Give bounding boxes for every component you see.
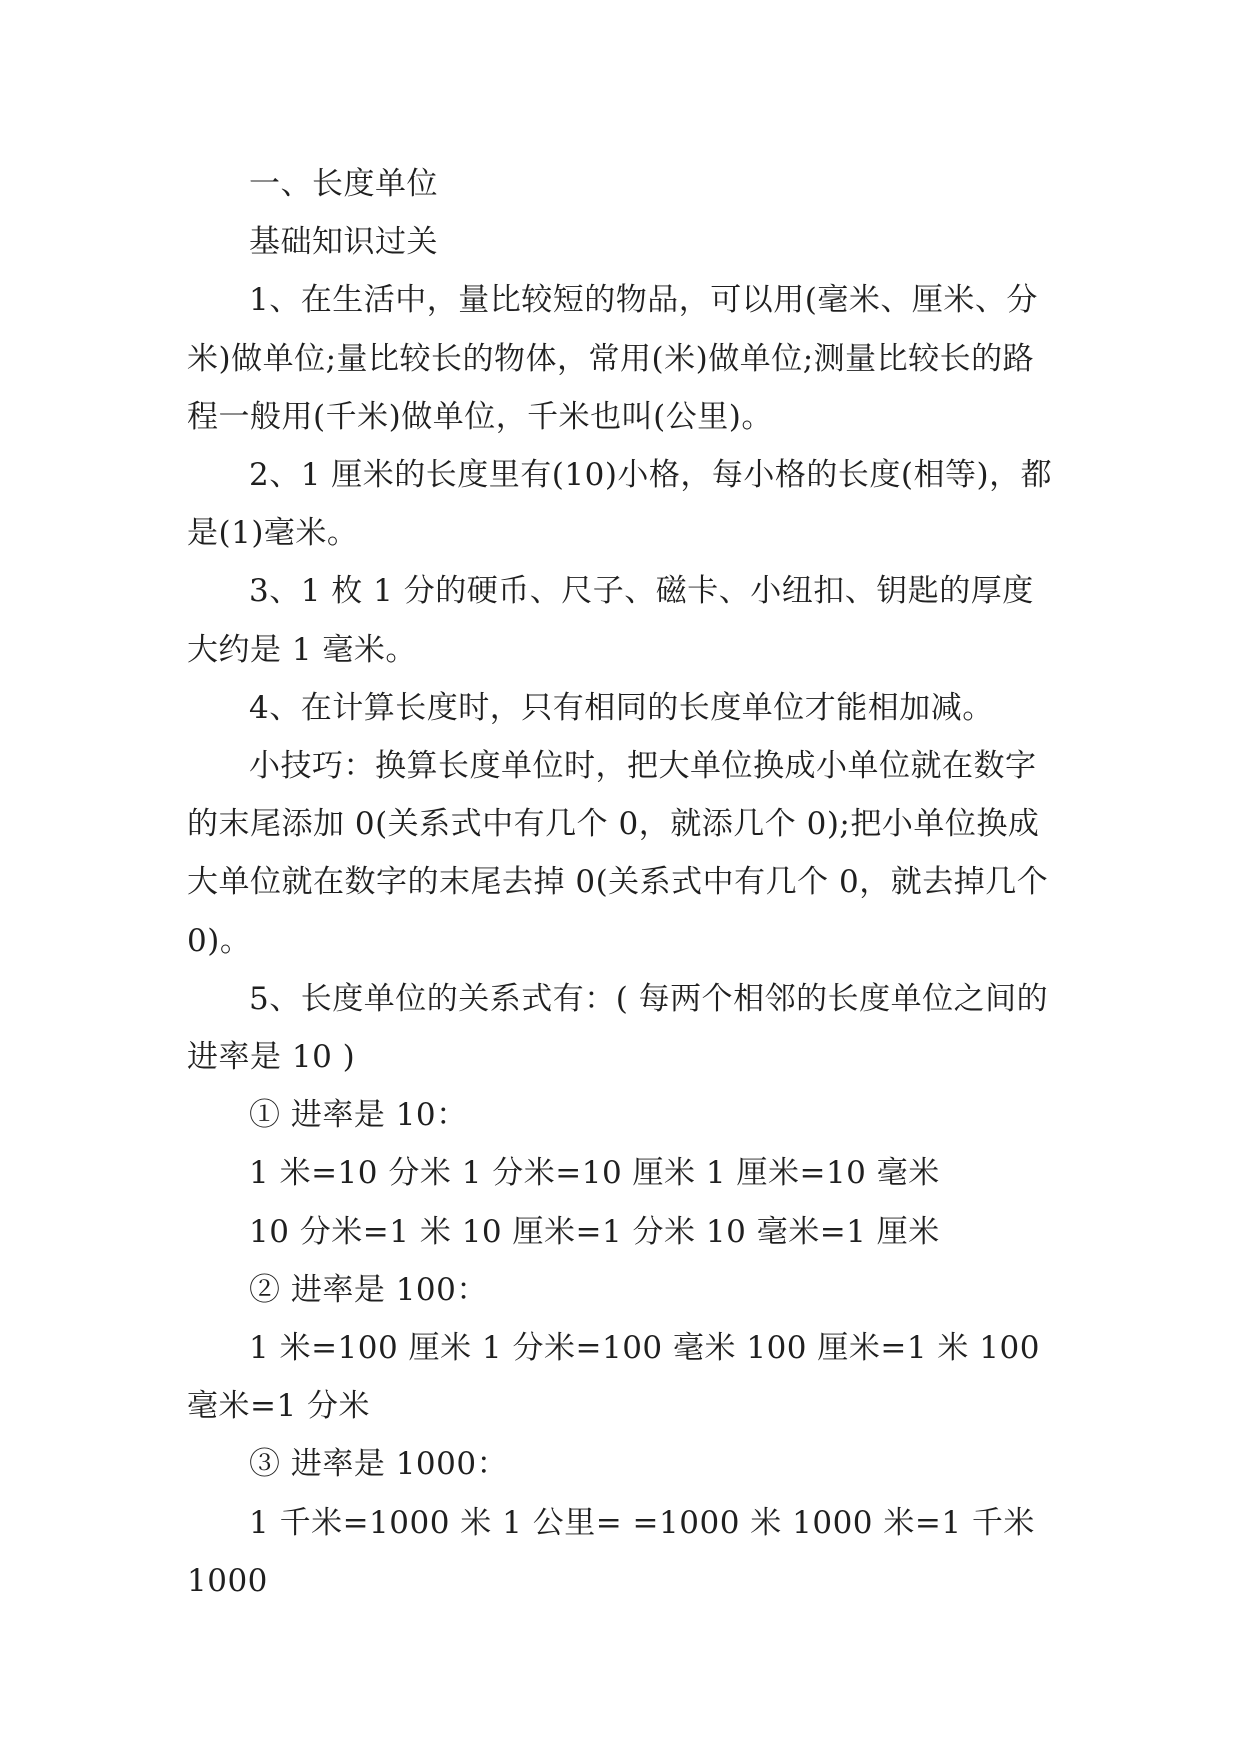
rate-10-line-2: 10 分米=1 米 10 厘米=1 分米 10 毫米=1 厘米 [249, 1213, 940, 1250]
rate-100-heading: ② 进率是 100： [249, 1271, 488, 1308]
rate-100-line: 1 米=100 厘米 1 分米=100 毫米 100 厘米=1 米 100 毫米=1 分米 [187, 1330, 1040, 1425]
tip-paragraph: 小技巧：换算长度单位时，把大单位换成小单位就在数字的末尾添加 0(关系式中有几个 0，就添几个 0);把小单位换成大单位就在数字的末尾去掉 0(关系式中有几个 0，就去掉几个 0)。 [187, 748, 1049, 959]
paragraph-item-5: 5、长度单位的关系式有：( 每两个相邻的长度单位之间的进率是 10 ) [187, 980, 1049, 1076]
paragraph-item-2: 2、1 厘米的长度里有(10)小格，每小格的长度(相等)，都是(1)毫米。 [187, 457, 1053, 552]
subsection-heading: 基础知识过关 [249, 224, 438, 261]
rate-1000-heading: ③ 进率是 1000： [249, 1446, 509, 1483]
rate-10-line-1: 1 米=10 分米 1 分米=10 厘米 1 厘米=10 毫米 [249, 1155, 940, 1192]
paragraph-item-4: 4、在计算长度时，只有相同的长度单位才能相加减。 [249, 689, 994, 726]
paragraph-item-3: 3、1 枚 1 分的硬币、尺子、磁卡、小纽扣、钥匙的厚度大约是 1 毫米。 [187, 573, 1034, 668]
section-heading: 一、长度单位 [249, 166, 438, 202]
rate-1000-line: 1 千米=1000 米 1 公里= =1000 米 1000 米=1 千米 1000 [187, 1504, 1035, 1599]
document-body [187, 155, 1057, 1610]
rate-10-heading: ① 进率是 10： [249, 1097, 468, 1134]
paragraph-item-1: 1、在生活中，量比较短的物品，可以用(毫米、厘米、分米)做单位;量比较长的物体，常用(米)做单位;测量比较长的路程一般用(千米)做单位，千米也叫(公里)。 [187, 282, 1038, 435]
